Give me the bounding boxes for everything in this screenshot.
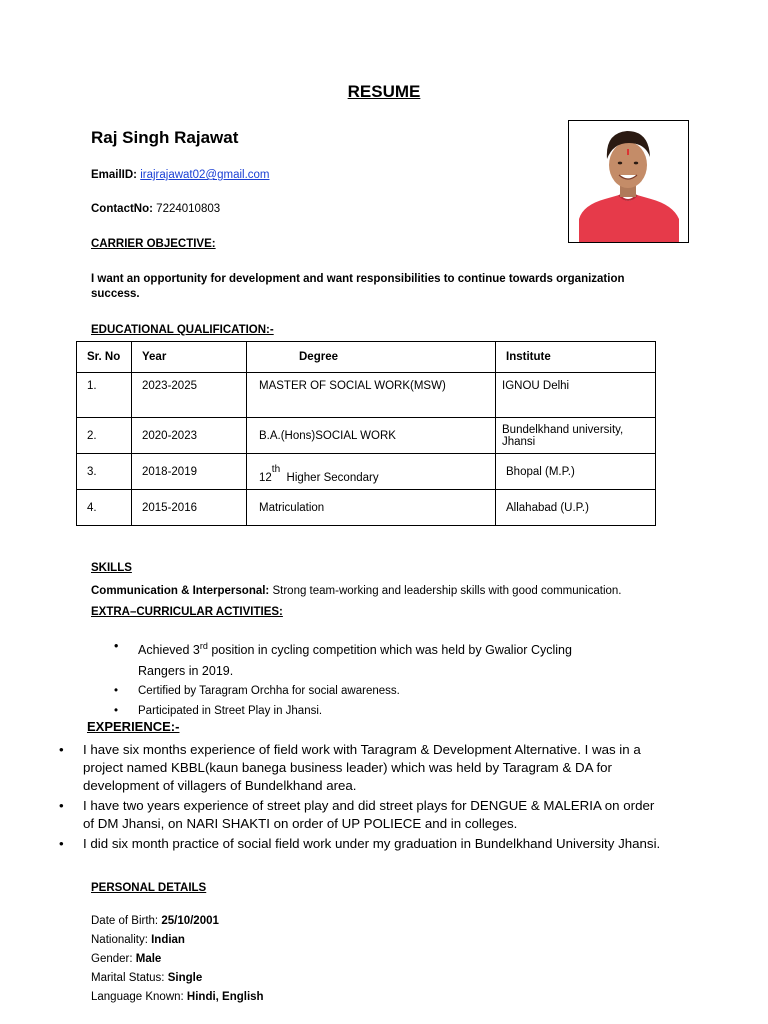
list-item: [138, 636, 608, 682]
list-item: • I have two years experience of street play and did street plays for DENGUE & MALERIA on order of DM Jhansi, on NARI SHAKTI on order of UP POLIECE and in colleges.: [83, 797, 663, 833]
extra-list: [138, 636, 608, 722]
cell-degree: B.A.(Hons)SOCIAL WORK: [247, 418, 496, 454]
nationality-line: [91, 931, 264, 950]
dob-line: [91, 912, 264, 931]
skills-line: [91, 585, 622, 597]
degree-text: Higher Secondary: [286, 471, 379, 484]
cell-institute: Bhopal (M.P.): [496, 454, 656, 490]
cell-sr: 4.: [77, 490, 132, 526]
email-link[interactable]: irajrajawat02@gmail.com: [140, 169, 270, 181]
cell-year: 2018-2019: [132, 454, 247, 490]
experience-list: [83, 741, 663, 855]
profile-photo: [568, 120, 689, 243]
degree-superscript: th: [271, 463, 281, 475]
education-table: [76, 341, 656, 526]
table-row: [77, 490, 656, 526]
header-year: Year: [132, 342, 247, 373]
cell-institute: IGNOU Delhi: [496, 373, 656, 418]
cell-sr: 3.: [77, 454, 132, 490]
cell-year: 2023-2025: [132, 373, 247, 418]
personal-heading: PERSONAL DETAILS: [91, 882, 207, 894]
nationality-label: Nationality:: [91, 934, 148, 946]
objective-heading: CARRIER OBJECTIVE:: [91, 238, 216, 250]
table-header-row: [77, 342, 656, 373]
table-row: [77, 418, 656, 454]
language-label: Language Known:: [91, 991, 184, 1003]
contact-value: 7224010803: [156, 203, 221, 215]
list-item: • I have six months experience of field work with Taragram & Development Alternative. I was in a project named KBBL(kaun banega business leader) which was held by Taragram & DA for development of villagers of Bundelkhand area.: [83, 741, 663, 795]
cell-sr: 1.: [77, 373, 132, 418]
cell-institute: Bundelkhand university, Jhansi: [496, 418, 656, 454]
contact-line: [91, 203, 220, 215]
cell-institute: Allahabad (U.P.): [496, 490, 656, 526]
language-value: Hindi, English: [186, 991, 264, 1003]
header-degree: Degree: [247, 342, 496, 373]
contact-label: ContactNo:: [91, 203, 153, 215]
language-line: [91, 988, 264, 1007]
cell-degree: [247, 454, 496, 490]
skills-heading: SKILLS: [91, 562, 132, 574]
degree-number: 12: [259, 471, 272, 484]
list-item: • Participated in Street Play in Jhansi.: [138, 701, 608, 722]
list-item: • Certified by Taragram Orchha for social awareness.: [138, 682, 608, 701]
cell-sr: 2.: [77, 418, 132, 454]
achievement-text: Achieved 3: [138, 643, 200, 658]
skills-text: Strong team-working and leadership skills with good communication.: [272, 585, 622, 597]
marital-value: Single: [167, 972, 203, 984]
person-photo-icon: [569, 121, 688, 242]
education-heading: EDUCATIONAL QUALIFICATION:-: [91, 324, 274, 336]
experience-heading: EXPERIENCE:-: [87, 719, 180, 734]
table-row: [77, 454, 656, 490]
nationality-value: Indian: [151, 934, 185, 946]
email-label: EmailID:: [91, 169, 138, 181]
extra-heading: EXTRA–CURRICULAR ACTIVITIES:: [91, 606, 283, 618]
cell-degree: Matriculation: [247, 490, 496, 526]
cell-year: 2015-2016: [132, 490, 247, 526]
achievement-superscript: rd: [199, 641, 208, 651]
marital-label: Marital Status:: [91, 972, 165, 984]
table-row: [77, 373, 656, 418]
dob-value: 25/10/2001: [161, 915, 219, 927]
cell-degree: MASTER OF SOCIAL WORK(MSW): [247, 373, 496, 418]
objective-text: I want an opportunity for development and want responsibilities to continue towards organization success.: [91, 273, 625, 300]
dob-label: Date of Birth:: [91, 915, 159, 927]
candidate-name: Raj Singh Rajawat: [91, 128, 239, 147]
achievement-text-rest: position in cycling competition which was held by Gwalior Cycling Rangers in 2019.: [138, 643, 572, 679]
marital-line: [91, 969, 264, 988]
header-sr-no: Sr. No: [77, 342, 132, 373]
gender-label: Gender:: [91, 953, 133, 965]
email-line: [91, 169, 270, 181]
gender-value: Male: [135, 953, 162, 965]
header-institute: Institute: [496, 342, 656, 373]
cell-year: 2020-2023: [132, 418, 247, 454]
resume-title: RESUME: [347, 82, 421, 101]
personal-details: [91, 912, 264, 1007]
list-item: • I did six month practice of social field work under my graduation in Bundelkhand University Jhansi.: [83, 835, 663, 853]
skills-label: Communication & Interpersonal:: [91, 585, 270, 597]
gender-line: [91, 950, 264, 969]
